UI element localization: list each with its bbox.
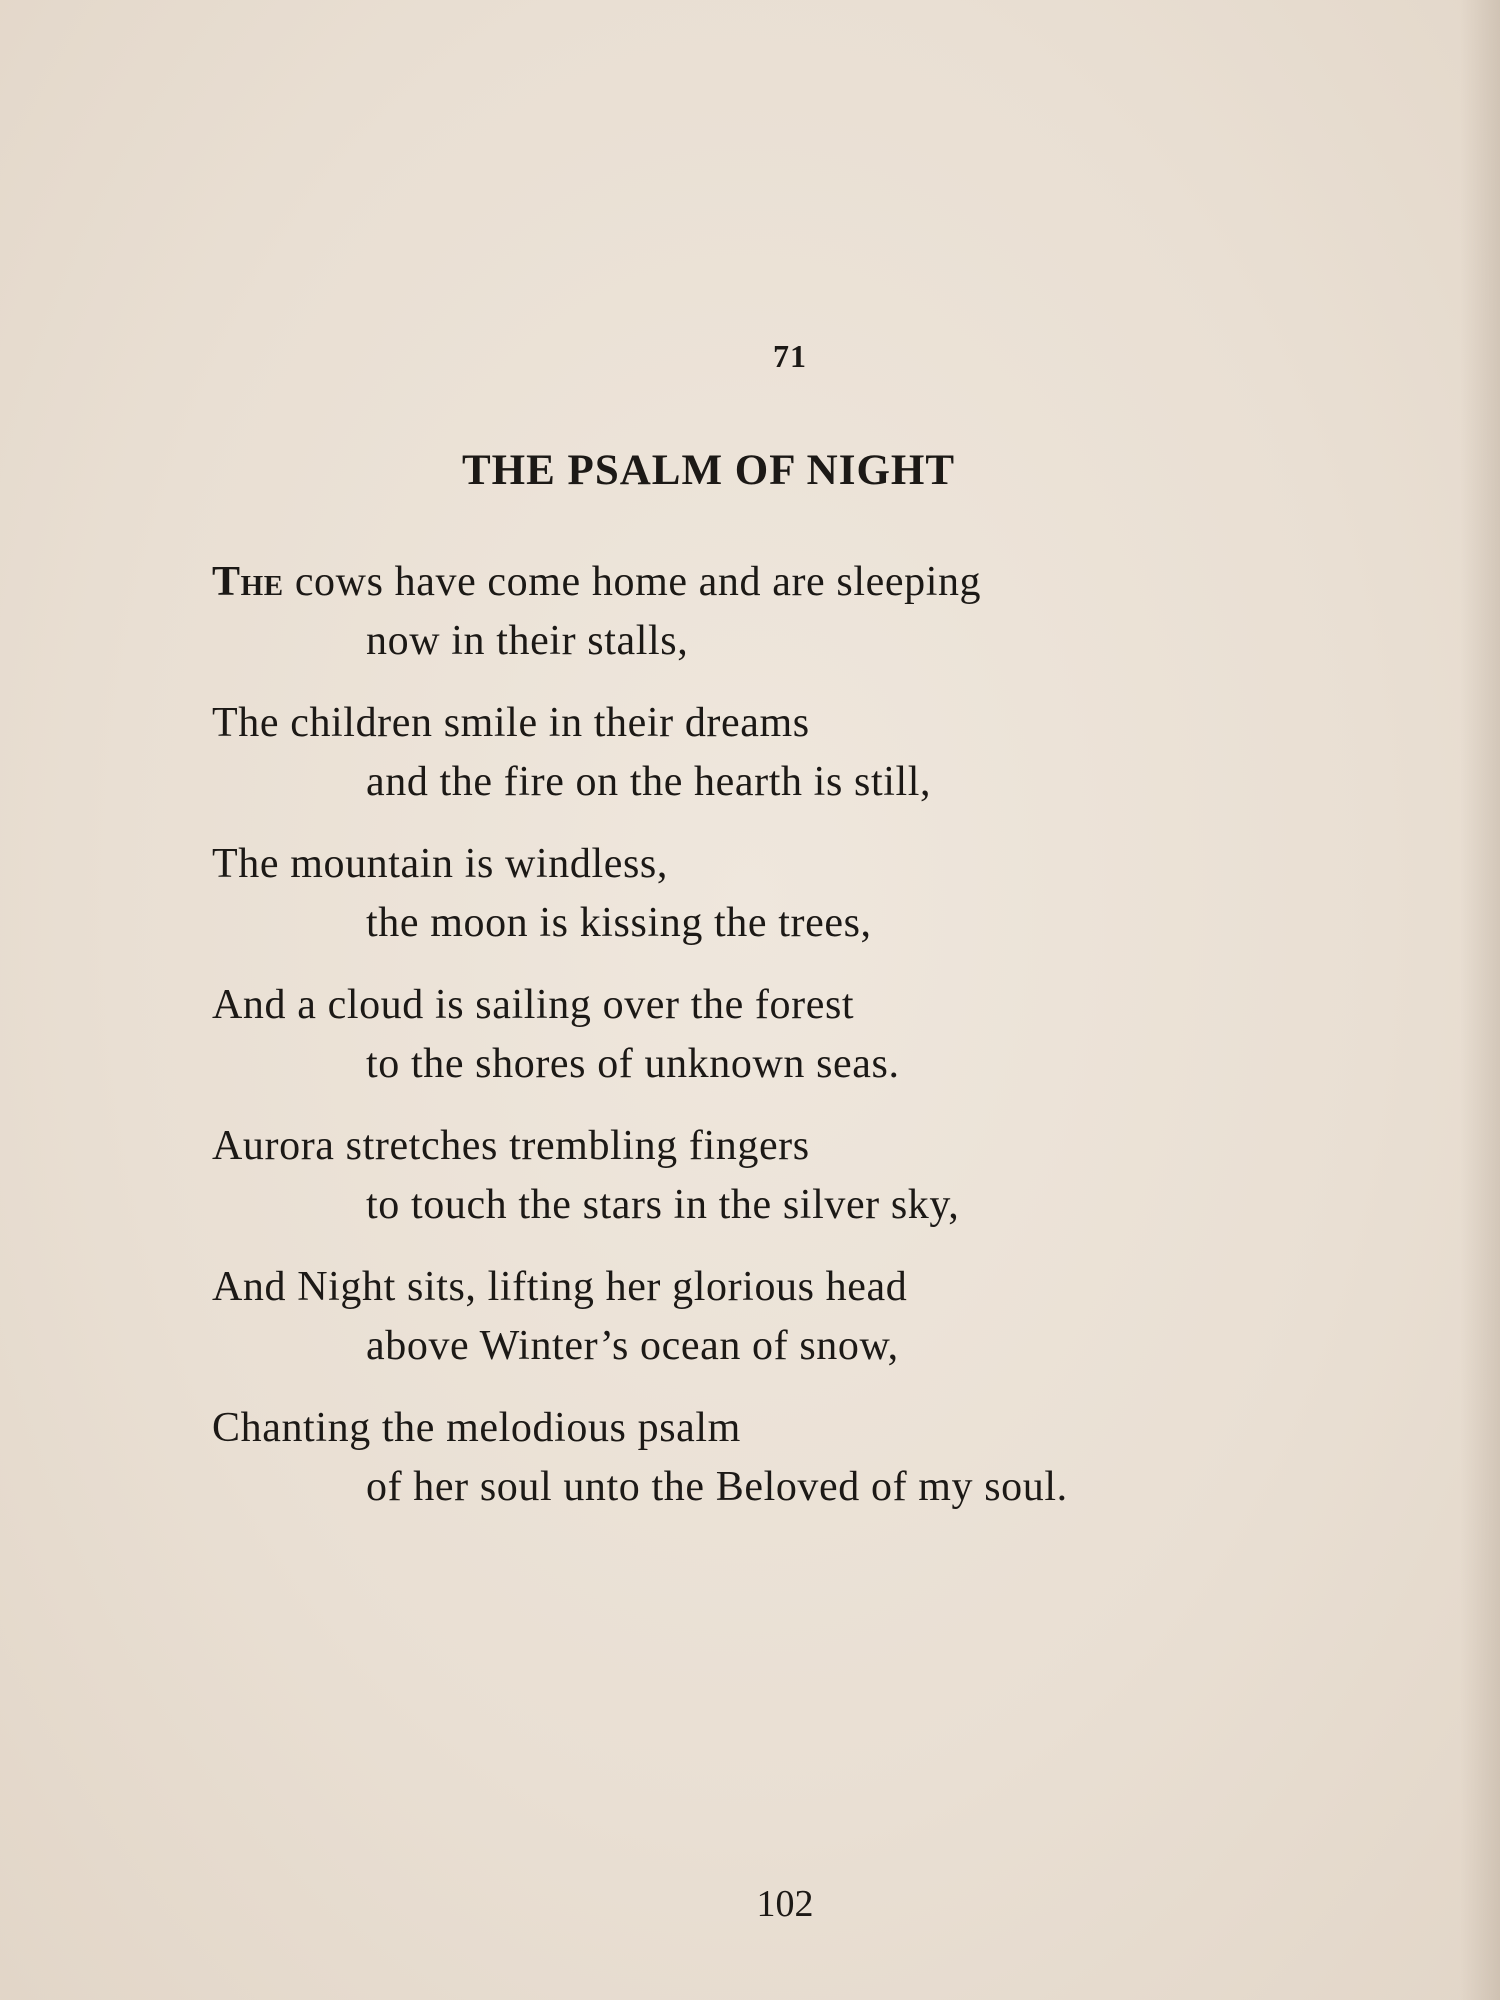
- stanza-1: [212, 553, 1332, 671]
- verse-line: [212, 553, 1332, 612]
- stanza-3: [212, 835, 1332, 953]
- verse-line-indented: and the fire on the hearth is still,: [366, 759, 932, 805]
- stanza-2: [212, 694, 1332, 812]
- verse-line: And a cloud is sailing over the forest: [212, 982, 855, 1028]
- verse-line-indented: now in their stalls,: [366, 618, 689, 664]
- stanza-5: [212, 1117, 1332, 1235]
- poem-body: [212, 553, 1332, 1540]
- verse-line: Chanting the melodious psalm: [212, 1405, 741, 1451]
- verse-line-indented: to the shores of unknown seas.: [366, 1041, 900, 1087]
- page-edge-shadow: [1460, 0, 1500, 2000]
- verse-line-indented: above Winter’s ocean of snow,: [366, 1323, 899, 1369]
- stanza-6: [212, 1258, 1332, 1376]
- verse-line: The children smile in their dreams: [212, 700, 810, 746]
- verse-line-indented: the moon is kissing the trees,: [366, 900, 872, 946]
- verse-line-indented: of her soul unto the Beloved of my soul.: [366, 1464, 1068, 1510]
- poem-number: 71: [773, 338, 807, 374]
- verse-opening-word: The: [212, 559, 284, 605]
- page-number: 102: [756, 1883, 814, 1925]
- verse-line: Aurora stretches trembling fingers: [212, 1123, 810, 1169]
- poem-title: THE PSALM OF NIGHT: [462, 447, 956, 494]
- stanza-7: [212, 1399, 1332, 1517]
- verse-line: And Night sits, lifting her glorious head: [212, 1264, 908, 1310]
- stanza-4: [212, 976, 1332, 1094]
- verse-line-indented: to touch the stars in the silver sky,: [366, 1182, 960, 1228]
- verse-line-rest: cows have come home and are sleeping: [283, 559, 982, 605]
- verse-line: The mountain is windless,: [212, 841, 668, 887]
